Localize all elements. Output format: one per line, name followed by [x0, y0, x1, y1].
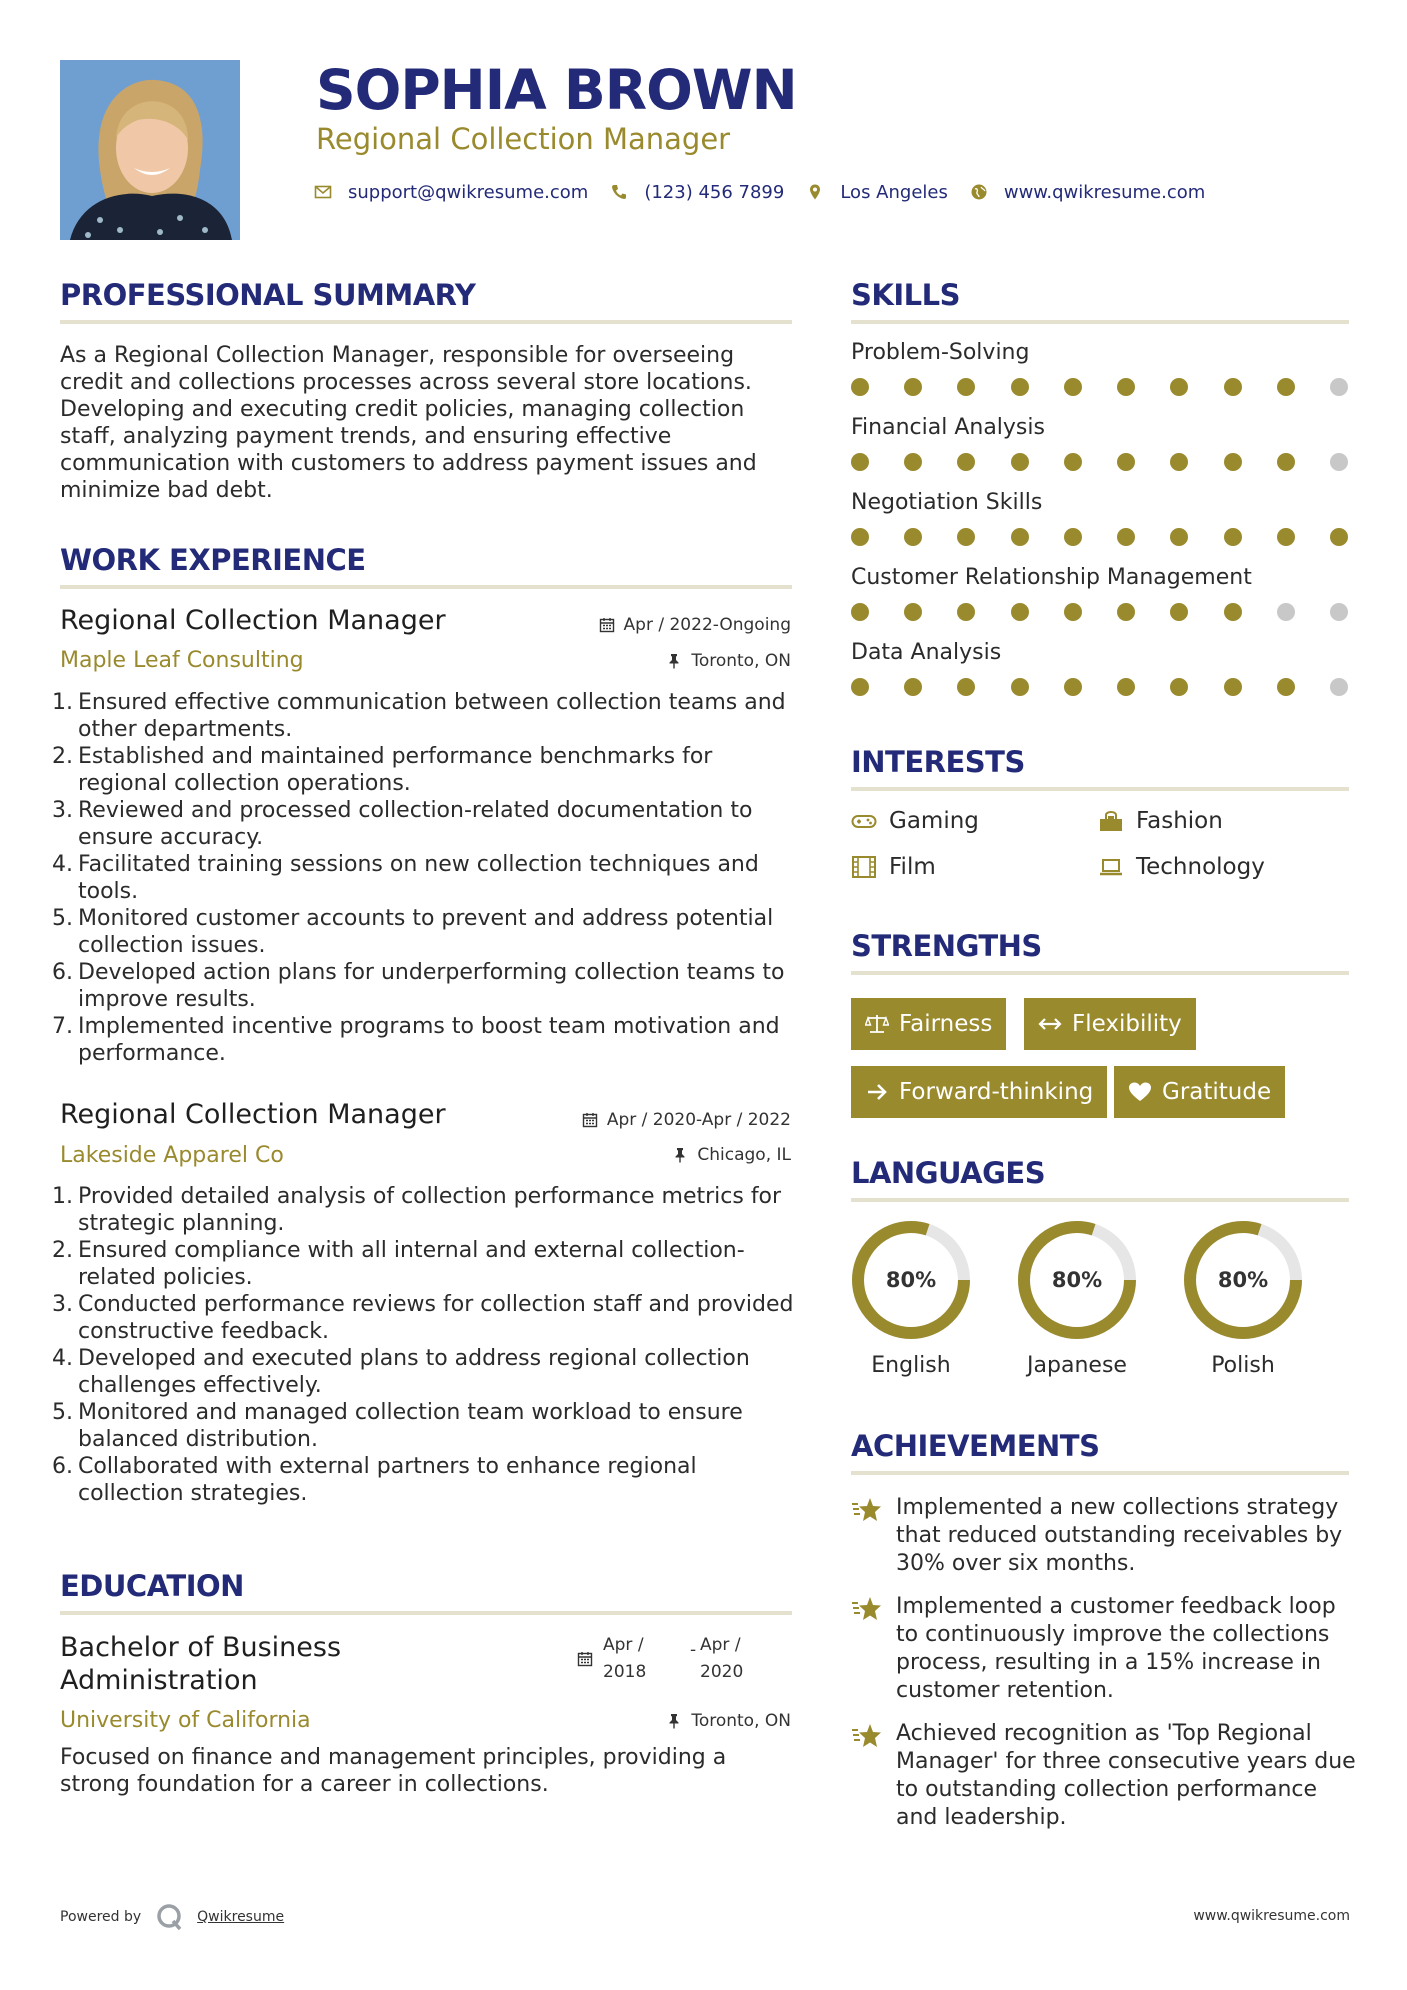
rating-dot-filled [1011, 603, 1029, 621]
rating-dot-filled [1277, 453, 1295, 471]
edu-end-month: Apr / [700, 1635, 741, 1655]
rating-dot-filled [1224, 528, 1242, 546]
achievements-heading: ACHIEVEMENTS [851, 1429, 1100, 1463]
experience-divider [60, 585, 792, 589]
phone-icon [610, 183, 628, 201]
footer-website[interactable]: www.qwikresume.com [1193, 1908, 1350, 1924]
rating-dot-filled [1170, 603, 1188, 621]
rating-dot-filled [1224, 678, 1242, 696]
rating-dot-filled [904, 453, 922, 471]
rating-dot-filled [957, 528, 975, 546]
rating-dot-filled [1064, 678, 1082, 696]
edu-location-text: Toronto, ON [691, 1711, 791, 1731]
rating-dot-filled [1117, 603, 1135, 621]
rating-dot-filled [957, 603, 975, 621]
degree-line-2: Administration [60, 1665, 258, 1696]
language-progress-ring [1016, 1219, 1138, 1341]
rating-dot-filled [1064, 603, 1082, 621]
rating-dot-filled [1011, 378, 1029, 396]
rating-dot-filled [957, 678, 975, 696]
rating-dot-filled [1170, 453, 1188, 471]
achievement-text: Implemented a customer feedback loop to continuously improve the collections process, resulting in a 15% increase in customer retention. [896, 1594, 1336, 1703]
rating-dot-filled [1170, 678, 1188, 696]
footer-powered-by [60, 1900, 284, 1934]
job-title: Regional Collection Manager [60, 605, 446, 636]
contact-email[interactable] [314, 182, 588, 203]
rating-dot-filled [851, 678, 869, 696]
globe-icon [970, 183, 988, 201]
edu-date-dash: - [690, 1640, 697, 1660]
interests-divider [851, 787, 1349, 791]
star-icon [851, 1595, 883, 1623]
job-date-text: Apr / 2022-Ongoing [623, 615, 791, 635]
qwikresume-link[interactable]: Qwikresume [197, 1909, 285, 1925]
skill-name: Negotiation Skills [851, 490, 1043, 515]
job-location [672, 1145, 791, 1165]
education-description: Focused on finance and management principles, providing a strong foundation for a career in collections. [60, 1745, 727, 1797]
strength-label: Flexibility [1072, 1011, 1182, 1037]
contact-phone[interactable] [610, 182, 784, 203]
interest-gaming [851, 808, 979, 834]
rating-dot-filled [851, 603, 869, 621]
calendar-icon [582, 1112, 598, 1128]
strength-tag-fairness [851, 998, 1006, 1050]
location-text: Los Angeles [840, 181, 948, 203]
qwikresume-logo-icon [155, 1902, 185, 1932]
strength-label: Forward-thinking [899, 1079, 1094, 1105]
strength-label: Fairness [899, 1011, 993, 1037]
language-item [1182, 1219, 1304, 1378]
rating-dot-filled [904, 678, 922, 696]
rating-dot-filled [1011, 453, 1029, 471]
job-responsibilities [52, 1183, 797, 1507]
rating-dot-filled [1064, 453, 1082, 471]
rating-dot-filled [1117, 378, 1135, 396]
rating-dot-filled [1224, 453, 1242, 471]
language-progress-ring [850, 1219, 972, 1341]
rating-dot-filled [1064, 528, 1082, 546]
heart-icon [1128, 1081, 1152, 1103]
language-name: Polish [1211, 1353, 1275, 1378]
interest-fashion [1098, 808, 1223, 834]
edu-start-month: Apr / [603, 1635, 644, 1655]
language-progress-ring [1182, 1219, 1304, 1341]
rating-dot-empty [1277, 603, 1295, 621]
rating-dot-filled [904, 378, 922, 396]
languages-heading: LANGUAGES [851, 1156, 1046, 1190]
job-date [599, 615, 791, 635]
powered-by-text: Powered by [60, 1909, 142, 1925]
list-item: 4. Facilitated training sessions on new collection techniques and tools. [52, 852, 759, 904]
gamepad-icon [851, 809, 877, 833]
pushpin-icon [666, 653, 682, 669]
interest-label: Technology [1136, 854, 1265, 880]
skill-name: Data Analysis [851, 640, 1002, 665]
rating-dot-filled [851, 453, 869, 471]
list-item: 6. Developed action plans for underperforming collection teams to improve results. [52, 960, 785, 1012]
email-text: support@qwikresume.com [348, 181, 589, 203]
rating-dot-filled [904, 603, 922, 621]
rating-dot-filled [1224, 603, 1242, 621]
skill-name: Financial Analysis [851, 415, 1045, 440]
arrows-horizontal-icon [1038, 1013, 1062, 1035]
language-percent: 80% [1217, 1268, 1269, 1292]
rating-dot-empty [1330, 678, 1348, 696]
list-item: 5. Monitored customer accounts to prevent and address potential collection issues. [52, 906, 774, 958]
rating-dot-empty [1330, 603, 1348, 621]
skill-rating [851, 528, 1348, 548]
summary-text: As a Regional Collection Manager, responsible for overseeing credit and collections processes across several store locations. Developing and executing credit policies, managing collection staff, analyzing payment trends, and ensuring effective communication with customers to address payment issues and minimize bad debt. [60, 343, 757, 503]
laptop-icon [1098, 855, 1124, 879]
job-location [666, 651, 791, 671]
list-item: 1. Provided detailed analysis of collection performance metrics for strategic planning. [52, 1184, 782, 1236]
education-heading: EDUCATION [60, 1569, 244, 1603]
rating-dot-filled [1330, 528, 1348, 546]
skill-rating [851, 453, 1348, 473]
school-name: University of California [60, 1708, 311, 1733]
list-item: 2. Ensured compliance with all internal and external collection-related policies. [52, 1238, 745, 1290]
language-percent: 80% [1051, 1268, 1103, 1292]
language-name: English [871, 1353, 951, 1378]
pushpin-icon [672, 1147, 688, 1163]
summary-divider [60, 320, 792, 324]
strength-tag-gratitude [1114, 1066, 1285, 1118]
interest-film [851, 854, 936, 880]
job-responsibilities [52, 689, 797, 1067]
map-pin-icon [806, 183, 824, 201]
achievements-divider [851, 1471, 1349, 1475]
interests-heading: INTERESTS [851, 745, 1025, 779]
strengths-divider [851, 971, 1349, 975]
skill-rating [851, 678, 1348, 698]
job-date [582, 1110, 791, 1130]
rating-dot-filled [1064, 378, 1082, 396]
achievement-text: Achieved recognition as 'Top Regional Manager' for three consecutive years due to outstanding collection performance and leadership. [896, 1721, 1356, 1830]
rating-dot-empty [1330, 378, 1348, 396]
list-item: 1. Ensured effective communication between collection teams and other departments. [52, 690, 786, 742]
skill-name: Customer Relationship Management [851, 565, 1252, 590]
summary-heading: PROFESSIONAL SUMMARY [60, 278, 476, 312]
pushpin-icon [666, 1713, 682, 1729]
envelope-icon [314, 183, 332, 201]
rating-dot-filled [1277, 528, 1295, 546]
interest-technology [1098, 854, 1265, 880]
film-icon [851, 855, 877, 879]
calendar-icon [577, 1651, 593, 1667]
rating-dot-filled [1011, 678, 1029, 696]
rating-dot-filled [904, 528, 922, 546]
skill-rating [851, 378, 1348, 398]
skills-divider [851, 320, 1349, 324]
languages-divider [851, 1198, 1349, 1202]
achievement-text: Implemented a new collections strategy that reduced outstanding receivables by 30% over six months. [896, 1495, 1343, 1576]
rating-dot-empty [1330, 453, 1348, 471]
rating-dot-filled [1117, 453, 1135, 471]
strengths-heading: STRENGTHS [851, 929, 1042, 963]
rating-dot-filled [1170, 378, 1188, 396]
rating-dot-filled [851, 378, 869, 396]
list-item: 5. Monitored and managed collection team workload to ensure balanced distribution. [52, 1400, 743, 1452]
list-item: 3. Conducted performance reviews for collection staff and provided constructive feedback. [52, 1292, 794, 1344]
company-name: Lakeside Apparel Co [60, 1143, 284, 1168]
interest-label: Fashion [1136, 808, 1223, 834]
language-item [850, 1219, 972, 1378]
interest-label: Film [889, 854, 936, 880]
language-item [1016, 1219, 1138, 1378]
strength-tag-forward-thinking [851, 1066, 1107, 1118]
experience-heading: WORK EXPERIENCE [60, 543, 366, 577]
education-divider [60, 1611, 792, 1615]
list-item: 4. Developed and executed plans to address regional collection challenges effectively. [52, 1346, 750, 1398]
rating-dot-filled [1277, 678, 1295, 696]
edu-end-year: 2020 [700, 1662, 744, 1682]
strength-tag-flexibility [1024, 998, 1196, 1050]
job-location-text: Toronto, ON [691, 651, 791, 671]
shopping-bag-icon [1098, 809, 1124, 833]
skill-rating [851, 603, 1348, 623]
degree-line-1: Bachelor of Business [60, 1632, 342, 1663]
phone-text: (123) 456 7899 [644, 181, 785, 203]
balance-scale-icon [865, 1013, 889, 1035]
list-item: 7. Implemented incentive programs to boost team motivation and performance. [52, 1014, 780, 1066]
contact-bar [314, 180, 1227, 204]
rating-dot-filled [1011, 528, 1029, 546]
job-location-text: Chicago, IL [697, 1145, 791, 1165]
company-name: Maple Leaf Consulting [60, 648, 304, 673]
language-percent: 80% [885, 1268, 937, 1292]
candidate-name: SOPHIA BROWN [316, 58, 797, 122]
contact-location [806, 182, 948, 203]
star-icon [851, 1722, 883, 1750]
rating-dot-filled [1277, 378, 1295, 396]
arrow-right-icon [865, 1081, 889, 1103]
contact-website[interactable] [970, 182, 1205, 203]
list-item: 6. Collaborated with external partners to enhance regional collection strategies. [52, 1454, 697, 1506]
skill-name: Problem-Solving [851, 340, 1030, 365]
rating-dot-filled [851, 528, 869, 546]
website-text: www.qwikresume.com [1003, 181, 1206, 203]
list-item: 3. Reviewed and processed collection-related documentation to ensure accuracy. [52, 798, 753, 850]
list-item: 2. Established and maintained performance benchmarks for regional collection operations. [52, 744, 713, 796]
calendar-icon [599, 617, 615, 633]
star-icon [851, 1496, 883, 1524]
rating-dot-filled [1117, 678, 1135, 696]
language-name: Japanese [1027, 1353, 1127, 1378]
edu-location [666, 1711, 791, 1731]
interest-label: Gaming [889, 808, 979, 834]
rating-dot-filled [1117, 528, 1135, 546]
rating-dot-filled [957, 453, 975, 471]
candidate-title: Regional Collection Manager [316, 122, 731, 156]
rating-dot-filled [1224, 378, 1242, 396]
profile-photo [60, 60, 240, 240]
edu-start-year: 2018 [603, 1662, 647, 1682]
job-date-text: Apr / 2020-Apr / 2022 [606, 1110, 791, 1130]
rating-dot-filled [957, 378, 975, 396]
rating-dot-filled [1170, 528, 1188, 546]
skills-heading: SKILLS [851, 278, 960, 312]
strength-label: Gratitude [1162, 1079, 1272, 1105]
job-title: Regional Collection Manager [60, 1099, 446, 1130]
